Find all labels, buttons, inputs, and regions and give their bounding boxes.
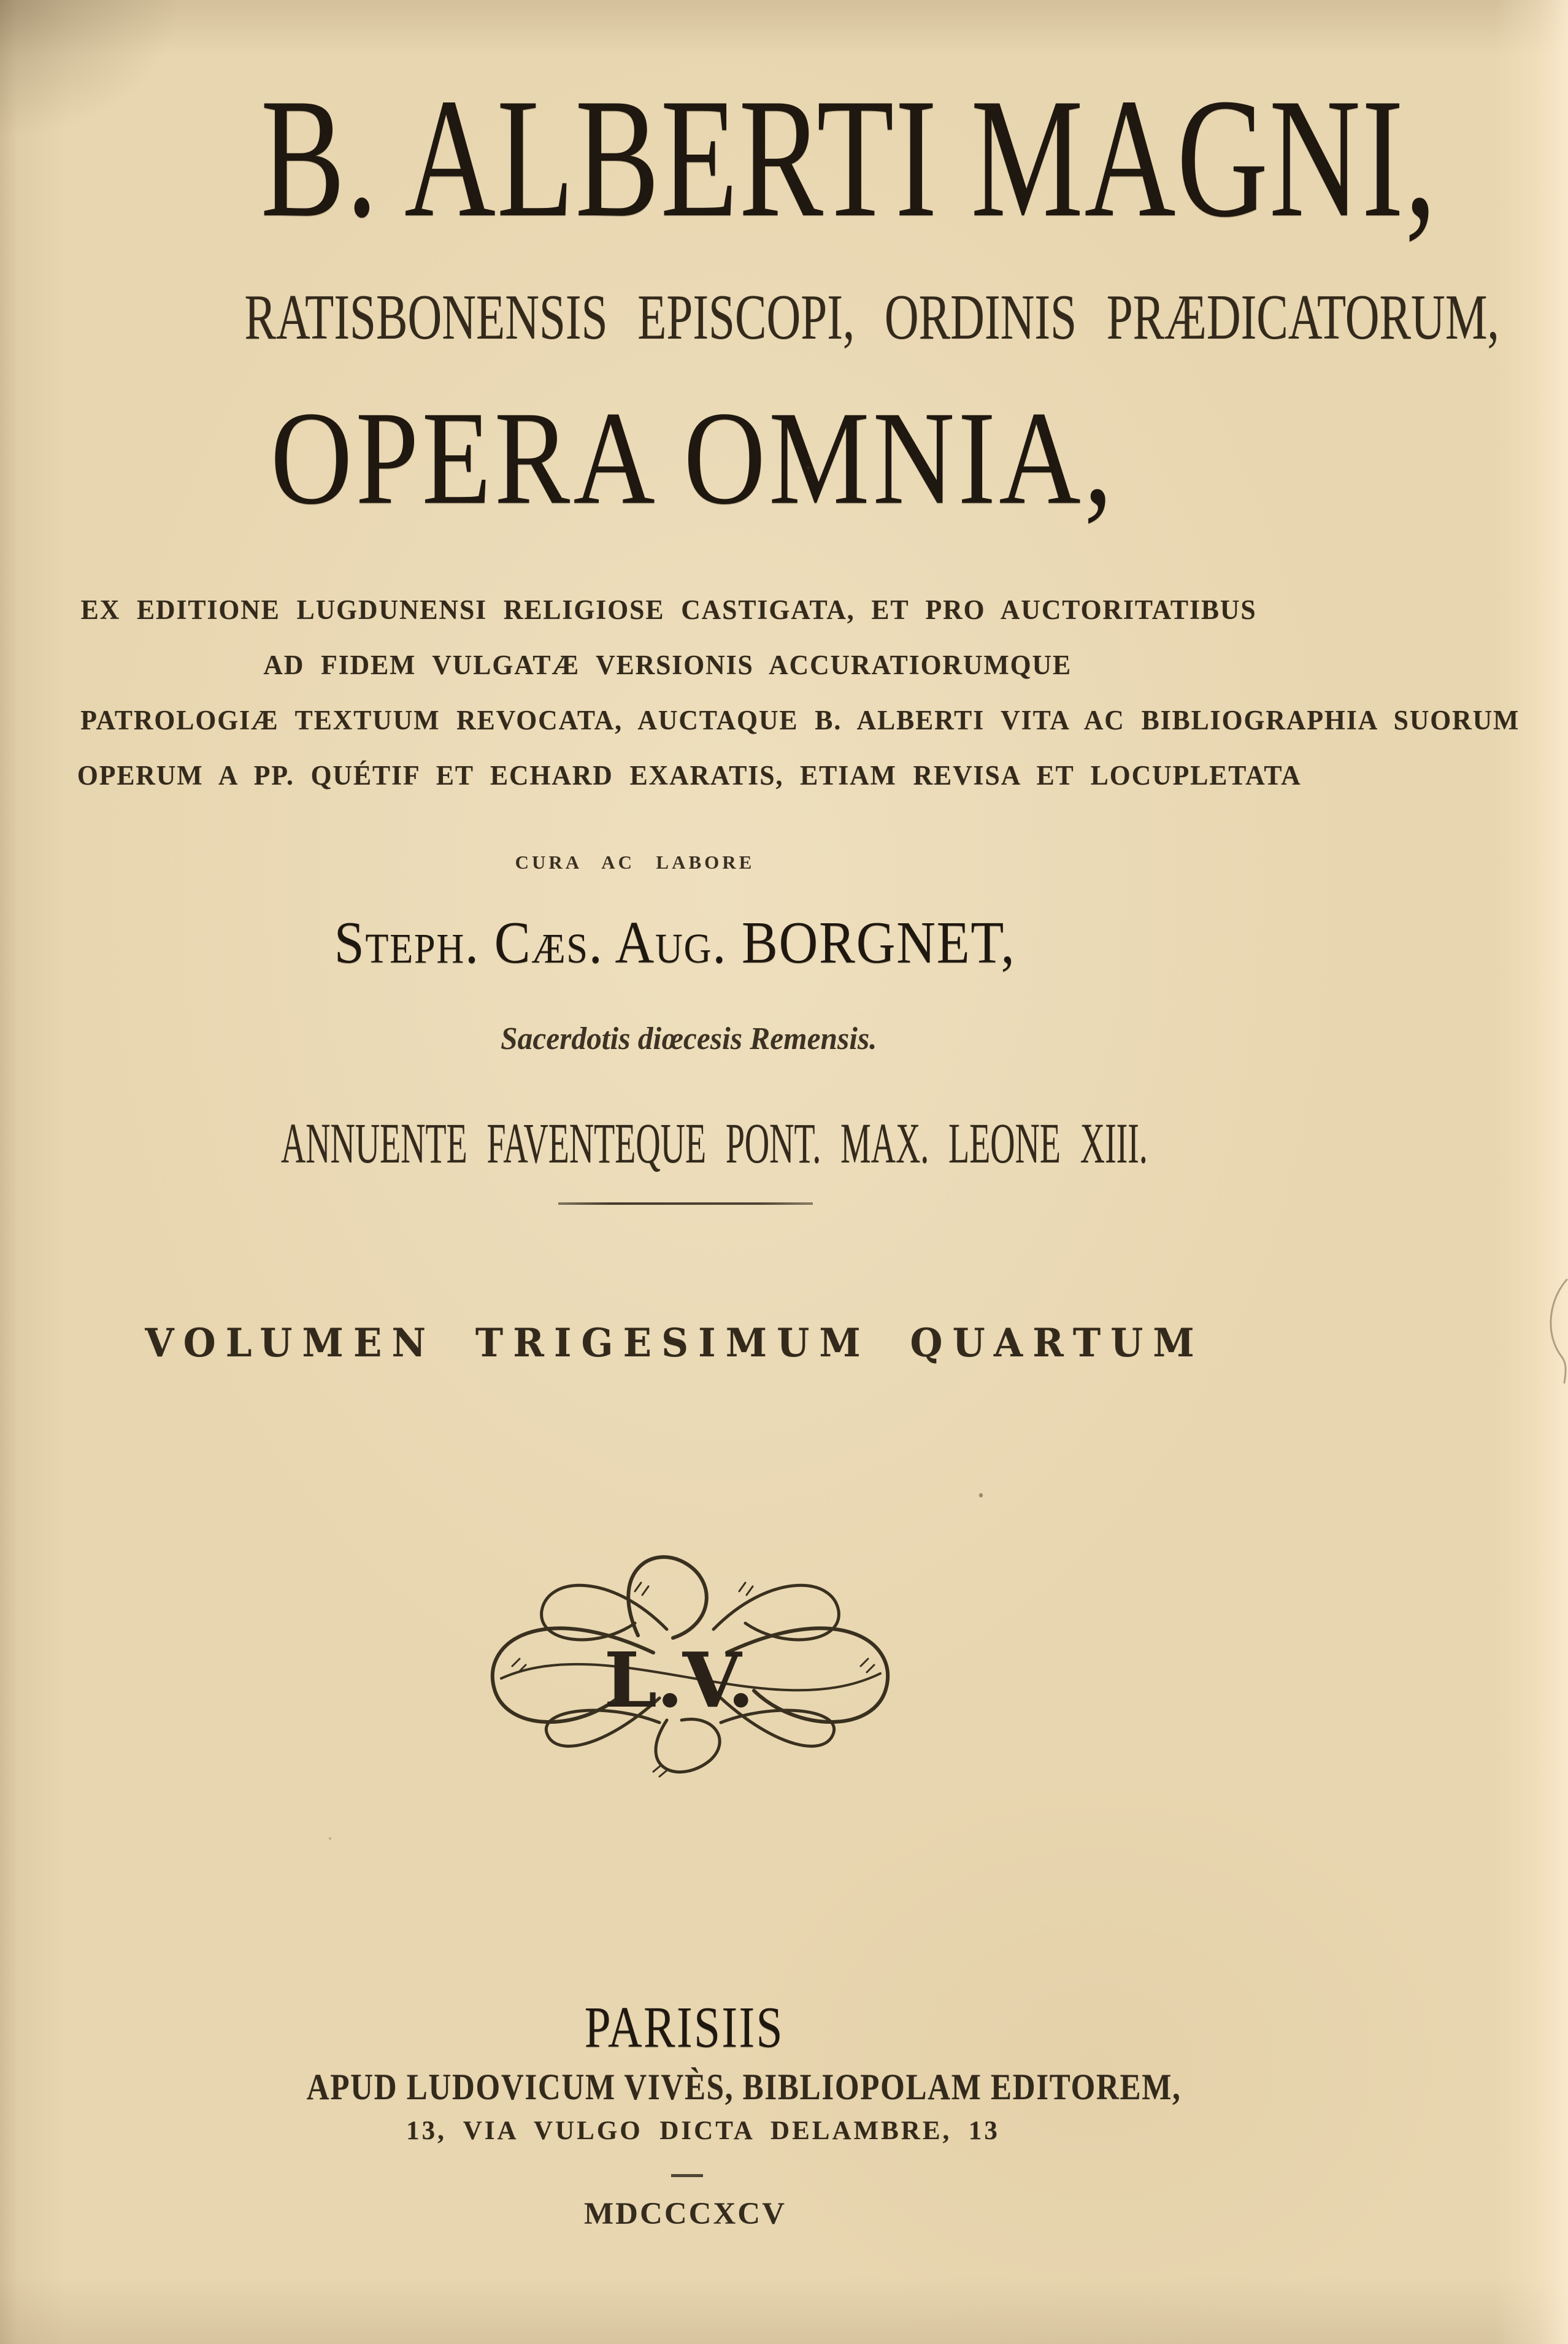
author-line xyxy=(113,63,1438,253)
work-title xyxy=(80,384,1307,532)
edition-line-1 xyxy=(55,596,1282,624)
imprint-city-text: PARISIIS xyxy=(584,1994,784,2061)
paper-speck xyxy=(807,466,810,469)
imprint-publisher xyxy=(131,2069,1358,2105)
volume-line xyxy=(61,1320,1288,1366)
approbation-line xyxy=(15,1112,1242,1175)
edition-line-4-text: OPERUM A PP. QUÉTIF ET ECHARD EXARATIS, ETIAM REVISA ET LOCUPLETATA xyxy=(77,760,1302,791)
volume-line-text: VOLUMEN TRIGESIMUM QUARTUM xyxy=(145,1320,1205,1366)
work-title-text: OPERA OMNIA, xyxy=(271,384,1116,532)
separator-rule xyxy=(558,1202,813,1205)
edition-line-4 xyxy=(58,760,1302,791)
editor-name xyxy=(61,910,1288,976)
imprint-year xyxy=(72,2199,1299,2230)
author-subtitle-text: RATISBONENSIS EPISCOPI, ORDINIS PRÆDICATORUM, xyxy=(244,282,1499,353)
edition-line-2 xyxy=(54,651,1281,679)
imprint-city xyxy=(71,1994,1297,2061)
paper-crease xyxy=(1531,1276,1568,1386)
editor-title-text: Sacerdotis diœcesis Remensis. xyxy=(501,1021,877,1056)
imprint-year-text: MDCCCXCV xyxy=(584,2197,786,2231)
imprint-address-text: 13, VIA VULGO DICTA DELAMBRE, 13 xyxy=(406,2116,1000,2145)
paper-speck xyxy=(329,1837,331,1840)
publisher-monogram-ornament xyxy=(451,1532,932,1781)
approbation-line-text: ANNUENTE FAVENTEQUE PONT. MAX. LEONE XIII. xyxy=(280,1112,1148,1175)
paper-speck xyxy=(979,1493,983,1497)
imprint-publisher-text: APUD LUDOVICUM VIVÈS, BIBLIOPOLAM EDITOREM, xyxy=(307,2067,1182,2107)
edition-line-3 xyxy=(58,705,1520,736)
edition-line-3-text: PATROLOGIÆ TEXTUUM REVOCATA, AUCTAQUE B. ALBERTI VITA AC BIBLIOGRAPHIA SUORUM xyxy=(80,705,1520,736)
editor-title xyxy=(75,1023,1302,1055)
author-line-text: B. ALBERTI MAGNI, xyxy=(260,63,1438,253)
cura-line-text: CURA AC LABORE xyxy=(515,851,755,873)
editor-name-text: Steph. Cæs. Aug. BORGNET, xyxy=(334,910,1016,976)
cura-line xyxy=(21,853,1248,872)
publisher-monogram-text: L.V. xyxy=(604,1635,755,1724)
edition-line-1-text: EX EDITIONE LUGDUNENSI RELIGIOSE CASTIGATA, ET PRO AUCTORITATIBUS xyxy=(80,594,1257,625)
imprint-divider xyxy=(671,2174,703,2177)
imprint-address xyxy=(90,2118,1316,2144)
edition-line-2-text: AD FIDEM VULGATÆ VERSIONIS ACCURATIORUMQUE xyxy=(263,650,1072,680)
author-subtitle xyxy=(67,282,1499,353)
